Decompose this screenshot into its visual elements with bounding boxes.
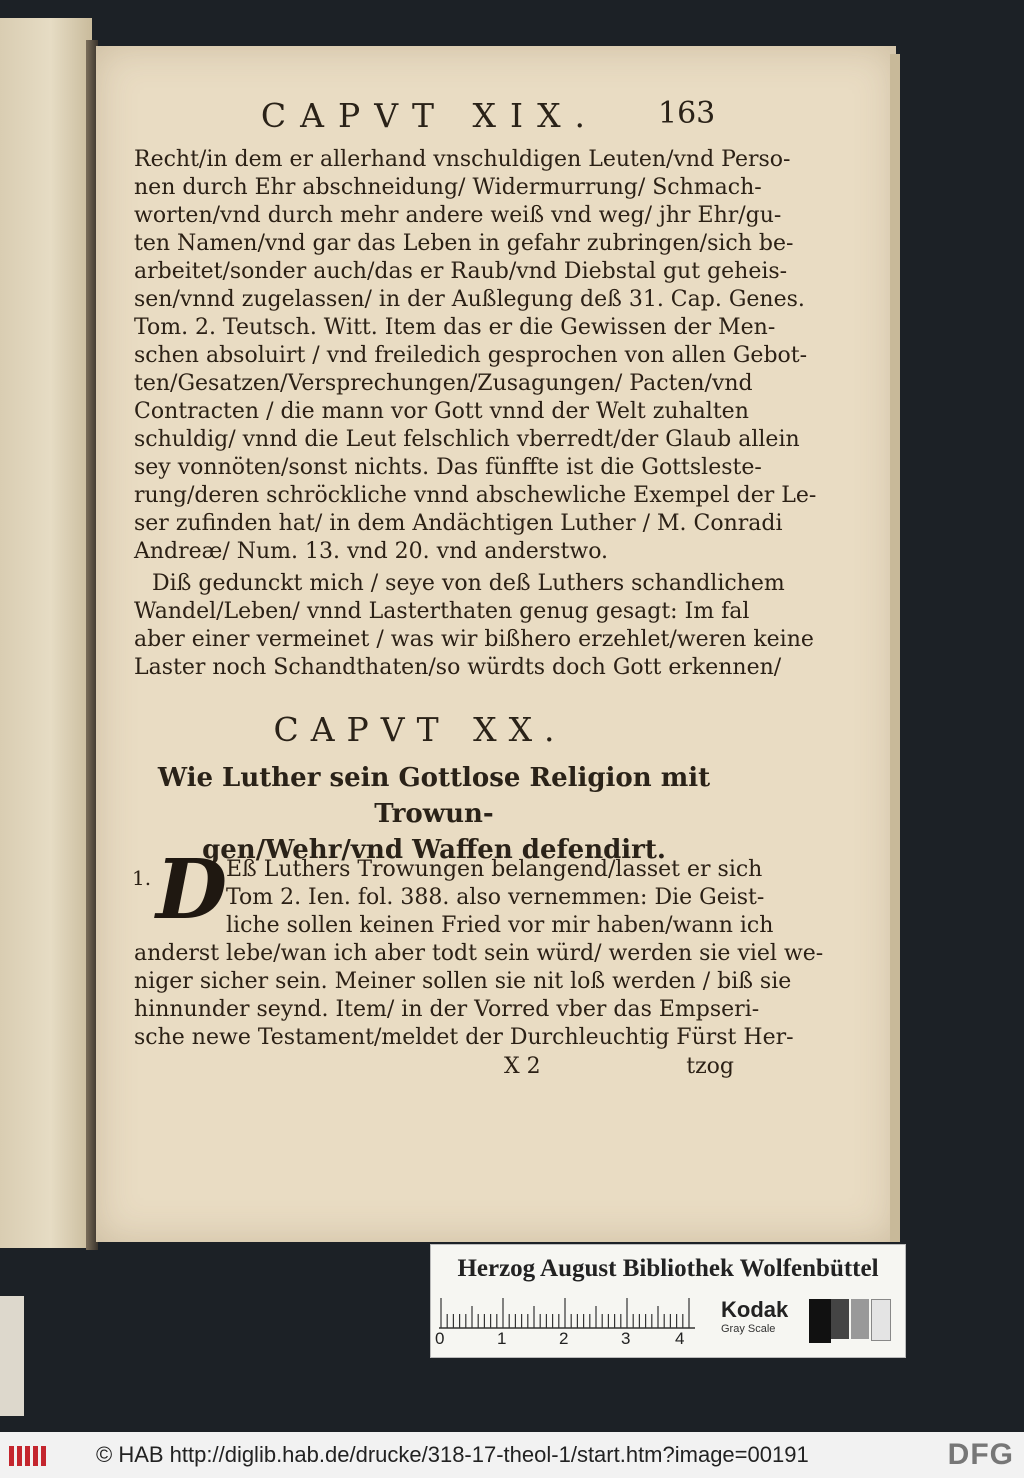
text-line: nen durch Ehr abschneidung/ Widermurrung/ Schmach-	[134, 175, 762, 200]
text-line: ten Namen/vnd gar das Leben in gefahr zubringen/sich be-	[134, 231, 794, 256]
text-line: schuldig/ vnnd die Leut felschlich vberredt/der Glaub allein	[134, 427, 800, 452]
facing-page-edge	[0, 18, 92, 1248]
subtitle-line: gen/Wehr/vnd Waffen defendirt.	[202, 835, 666, 865]
viewer-footer	[0, 1432, 1024, 1478]
text-line: sey vonnöten/sonst nichts. Das fünffte ist die Gottsleste-	[134, 455, 762, 480]
text-line: rung/deren schröckliche vnnd abschewliche Exempel der Le-	[134, 483, 817, 508]
gray-swatch	[851, 1299, 869, 1339]
signature-mark: X 2	[504, 1054, 541, 1079]
paragraph-1	[134, 146, 817, 566]
text-line: arbeitet/sonder auch/das er Raub/vnd Diebstal gut geheis-	[134, 259, 788, 284]
drop-cap: D	[156, 842, 228, 938]
text-line: ser zufinden hat/ in dem Andächtigen Luther / M. Conradi	[134, 511, 783, 536]
text-line: sen/vnnd zugelassen/ in der Außlegung deß 31. Cap. Genes.	[134, 287, 805, 312]
text-line: schen absoluirt / vnd freiledich gesprochen von allen Gebot-	[134, 343, 808, 368]
paragraph-3	[134, 856, 824, 1052]
running-head: CAPVT XIX.	[260, 96, 600, 135]
text-line: Andreæ/ Num. 13. vnd 20. vnd anderstwo.	[134, 539, 609, 564]
text-line: Contracten / die mann vor Gott vnnd der Welt zuhalten	[134, 399, 749, 424]
text-line: worten/vnd durch mehr andere weiß vnd weg/ jhr Ehr/gu-	[134, 203, 782, 228]
paragraph-2	[134, 570, 814, 682]
text-line: liche sollen keinen Fried vor mir haben/wann ich	[226, 913, 774, 938]
page-footer-row	[134, 1054, 734, 1084]
ruler-scale	[439, 1295, 699, 1329]
ruler-label: 1	[497, 1329, 507, 1348]
text-line: Tom 2. Ien. fol. 388. also vernemmen: Die Geist-	[226, 885, 765, 910]
text-line: Tom. 2. Teutsch. Witt. Item das er die Gewissen der Men-	[134, 315, 776, 340]
margin-number: 1.	[132, 866, 152, 890]
catchword: tzog	[686, 1054, 734, 1079]
ruler-label: 4	[675, 1329, 685, 1348]
library-color-card	[430, 1244, 906, 1358]
page-number: 163	[658, 96, 716, 131]
text-line: Laster noch Schandthaten/so würdts doch Gott erkennen/	[134, 655, 782, 680]
subtitle-line: Wie Luther sein Gottlose Religion mit Trowun-	[157, 763, 711, 829]
text-line: Diß gedunckt mich / seye von deß Luthers schandlichem	[152, 571, 785, 596]
page-edge	[890, 54, 900, 1242]
copyright-link[interactable]: © HAB http://diglib.hab.de/drucke/318-17-theol-1/start.htm?image=00191	[96, 1442, 809, 1467]
text-line: Recht/in dem er allerhand vnschuldigen Leuten/vnd Perso-	[134, 147, 791, 172]
kodak-logo: Kodak	[721, 1297, 789, 1322]
chapter-heading: CAPVT XX.	[273, 710, 567, 749]
text-line: niger sicher sein. Meiner sollen sie nit loß werden / biß sie	[134, 969, 792, 994]
text-line: Eß Luthers Trowungen belangend/lasset er sich	[226, 857, 763, 882]
text-line: anderst lebe/wan ich aber todt sein würd/ werden sie viel we-	[134, 941, 824, 966]
text-line: aber einer vermeinet / was wir bißhero erzehlet/weren keine	[134, 627, 814, 652]
text-line: Wandel/Leben/ vnnd Lasterthaten genug gesagt: Im fal	[134, 599, 750, 624]
grayscale-label: Gray Scale	[721, 1323, 776, 1335]
text-line: sche newe Testament/meldet der Durchleuchtig Fürst Her-	[134, 1025, 794, 1050]
ruler-label: 2	[559, 1329, 569, 1348]
hab-logo-icon	[8, 1442, 48, 1468]
ruler-label: 3	[621, 1329, 631, 1348]
library-name: Herzog August Bibliothek Wolfenbüttel	[457, 1255, 879, 1282]
shelf-label	[0, 1296, 24, 1416]
ruler-label: 0	[435, 1329, 445, 1348]
dark-gray-swatch	[831, 1299, 849, 1339]
dfg-logo: DFG	[947, 1438, 1014, 1471]
text-line: ten/Gesatzen/Versprechungen/Zusagungen/ Pacten/vnd	[134, 371, 753, 396]
text-line: hinnunder seynd. Item/ in der Vorred vber das Empseri-	[134, 997, 760, 1022]
black-swatch	[809, 1299, 831, 1343]
white-swatch	[871, 1299, 891, 1341]
